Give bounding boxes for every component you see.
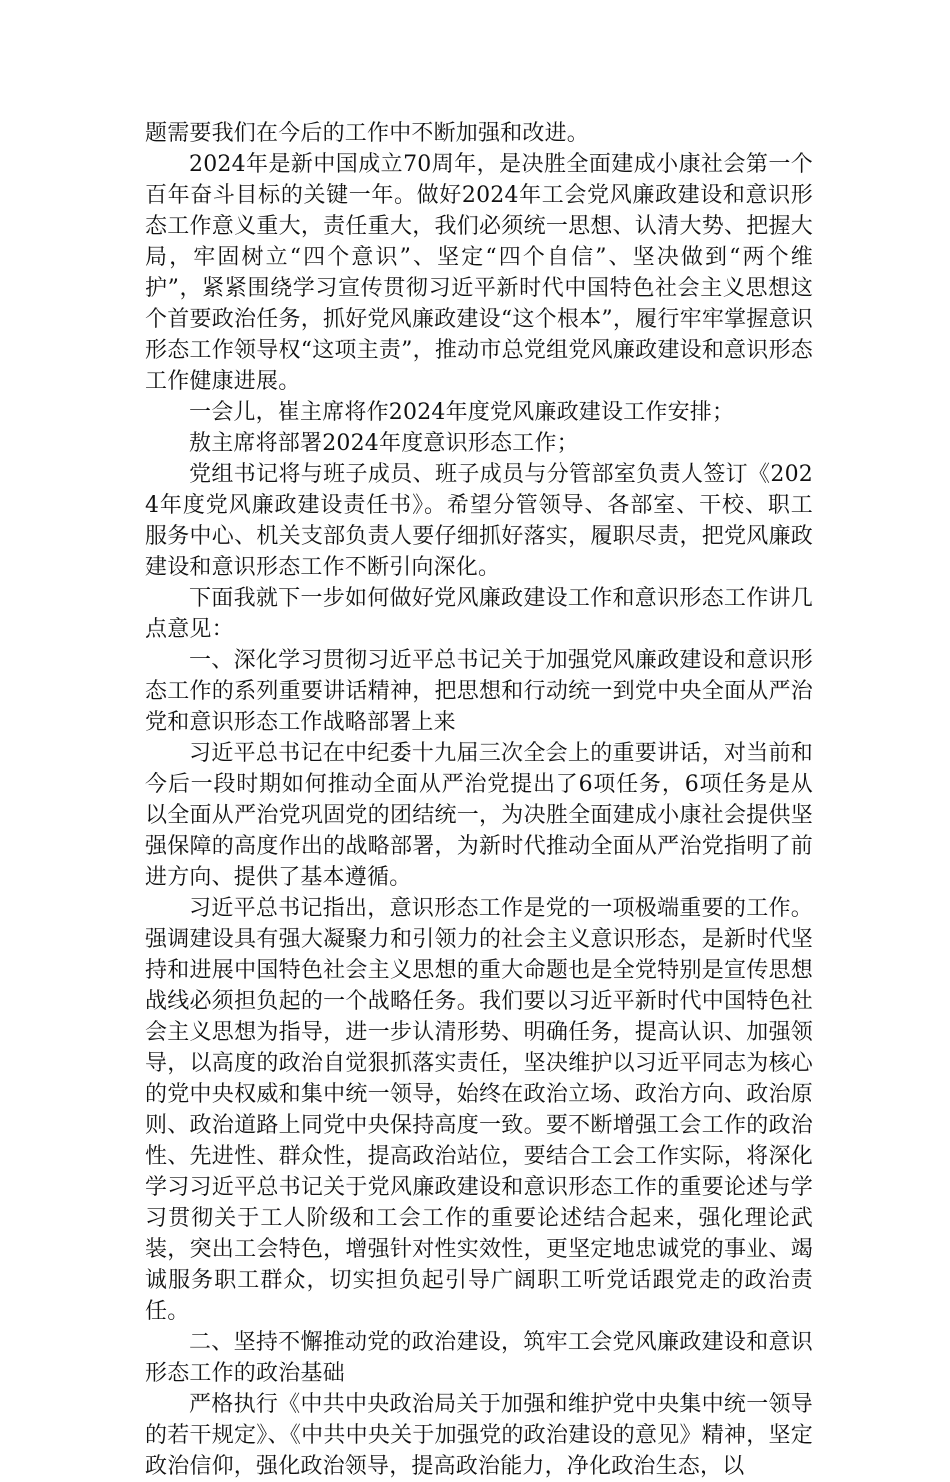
section-heading-two: 二、坚持不懈推动党的政治建设，筑牢工会党风廉政建设和意识形态工作的政治基础 [145,1330,813,1386]
paragraph-political-regulations: 严格执行《中共中央政治局关于加强和维护党中央集中统一领导的若干规定》、《中共中央关于加强党的政治建设的意见》精神，坚定政治信仰，强化政治领导，提高政治能力，净化政治生态，以 [145,1392,813,1479]
paragraph-ideology-work: 习近平总书记指出，意识形态工作是党的一项极端重要的工作。强调建设具有强大凝聚力和引领力的社会主义意识形态，是新时代坚持和进展中国特色社会主义思想的重大命题也是全党特别是宣传思想战线必须担负起的一个战略任务。我们要以习近平新时代中国特色社会主义思想为指导，进一步认清形势、明确任务，提高认识、加强领导，以高度的政治自觉狠抓落实责任，坚决维护以习近平同志为核心的党中央权威和集中统一领导，始终在政治立场、政治方向、政治原则、政治道路上同党中央保持高度一致。要不断增强工会工作的政治性、先进性、群众性，提高政治站位，要结合工会工作实际，将深化学习习近平总书记关于党风廉政建设和意识形态工作的重要论述与学习贯彻关于工人阶级和工会工作的重要论述结合起来，强化理论武装，突出工会特色，增强针对性实效性，更坚定地忠诚党的事业、竭诚服务职工群众，切实担负起引导广阔职工听党话跟党走的政治责任。 [145,896,813,1324]
document-body [145,118,813,1482]
paragraph-central-discipline-speech: 习近平总书记在中纪委十九届三次全会上的重要讲话，对当前和今后一段时期如何推动全面从严治党提出了6项任务，6项任务是从以全面从严治党巩固党的团结统一，为决胜全面建成小康社会提供坚强保障的高度作出的战略部署，为新时代推动全面从严治党指明了前进方向、提供了基本遵循。 [145,741,813,890]
paragraph-cui-arrangement: 一会儿，崔主席将作2024年度党风廉政建设工作安排； [189,400,735,425]
paragraph-2024-significance: 2024年是新中国成立70周年，是决胜全面建成小康社会第一个百年奋斗目标的关键一年。做好2024年工会党风廉政建设和意识形态工作意义重大，责任重大，我们必须统一思想、认清大势、把握大局，牢固树立“四个意识”、坚定“四个自信”、坚决做到“两个维护”，紧紧围绕学习宣传贯彻习近平新时代中国特色社会主义思想这个首要政治任务，抓好党风廉政建设“这个根本”，履行牢牢掌握意识形态工作领导权“这项主责”，推动市总党组党风廉政建设和意识形态工作健康进展。 [145,152,813,394]
section-heading-one: 一、深化学习贯彻习近平总书记关于加强党风廉政建设和意识形态工作的系列重要讲话精神，把思想和行动统一到党中央全面从严治党和意识形态工作战略部署上来 [145,648,813,735]
paragraph-continuation: 题需要我们在今后的工作中不断加强和改进。 [145,121,590,146]
paragraph-ao-deployment: 敖主席将部署2024年度意识形态工作； [189,431,579,456]
paragraph-responsibility-signing: 党组书记将与班子成员、班子成员与分管部室负责人签订《2024年度党风廉政建设责任书》。希望分管领导、各部室、干校、职工服务中心、机关支部负责人要仔细抓好落实，履职尽责，把党风廉政建设和意识形态工作不断引向深化。 [145,462,813,580]
paragraph-opinions-intro: 下面我就下一步如何做好党风廉政建设工作和意识形态工作讲几点意见： [145,586,813,642]
